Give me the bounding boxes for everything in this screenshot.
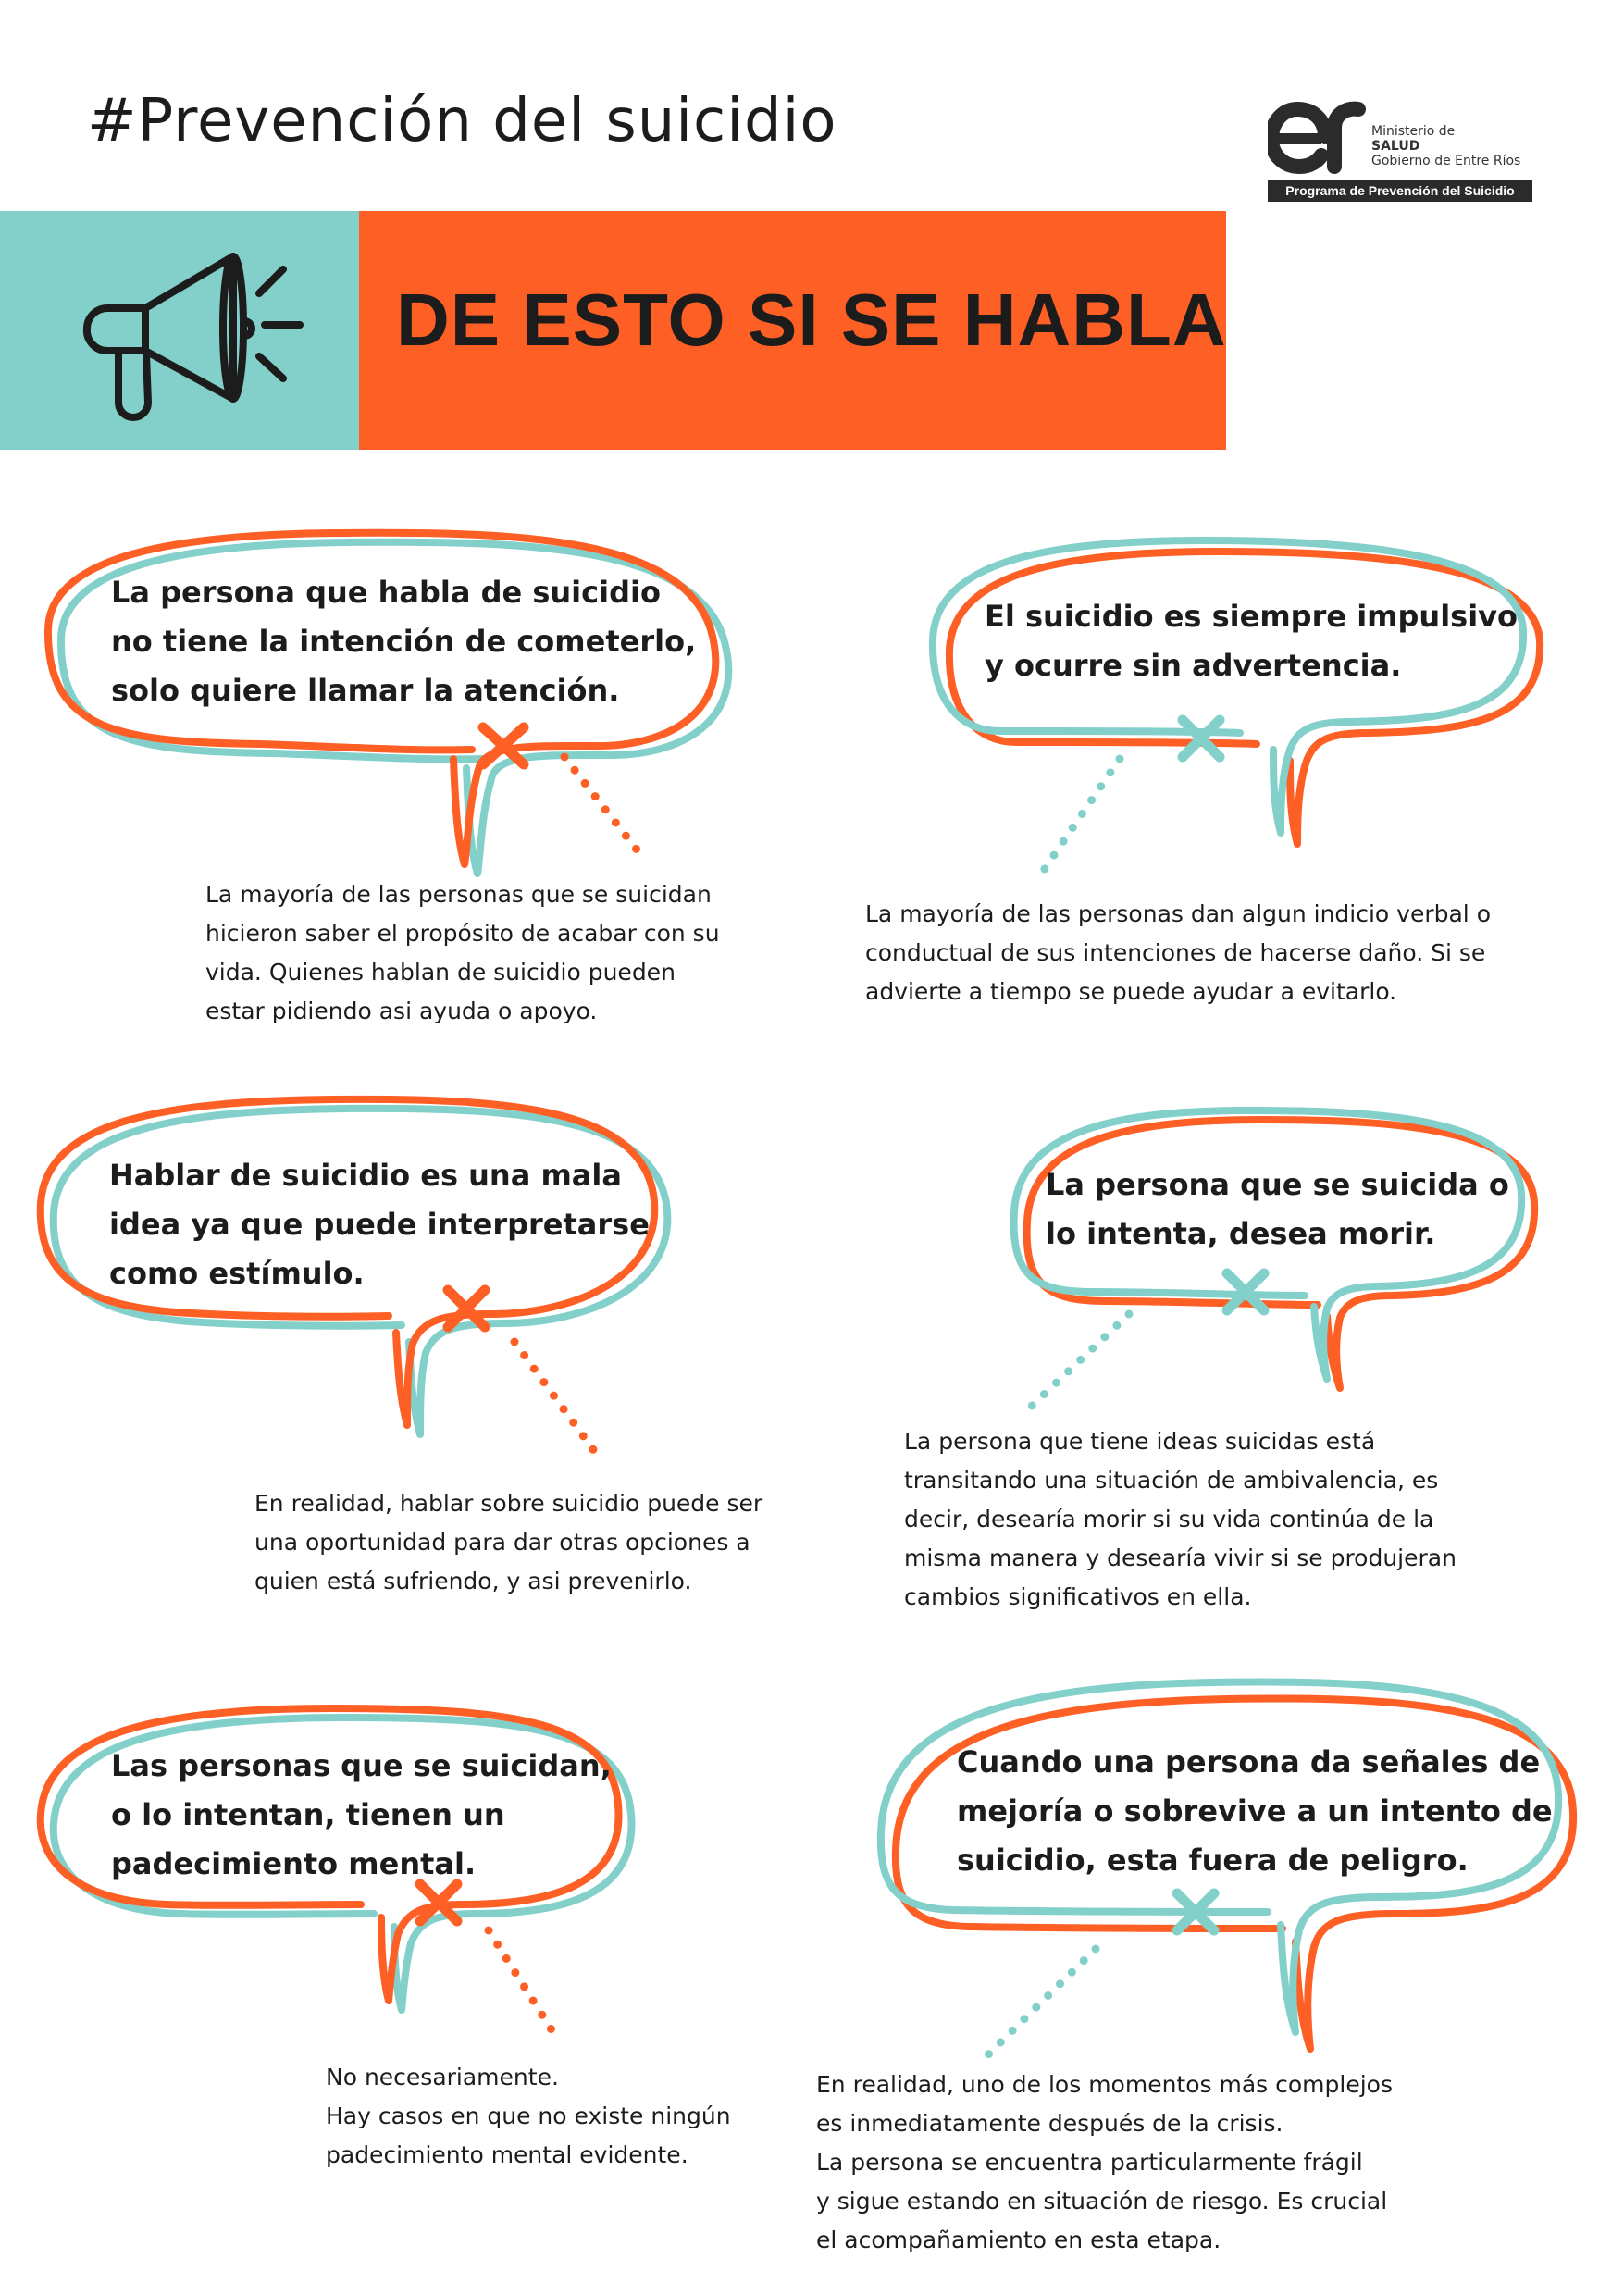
page-hashtag-title: #Prevención del suicidio bbox=[87, 87, 837, 155]
fact-5-line-2: Hay casos en que no existe ningún bbox=[326, 2103, 731, 2129]
fact-3-line-3: quien está sufriendo, y asi prevenirlo. bbox=[254, 1568, 692, 1594]
fact-text-6 bbox=[816, 2066, 1393, 2260]
myth-1-line-3: solo quiere llamar la atención. bbox=[111, 673, 620, 708]
myth-5-line-3: padecimiento mental. bbox=[111, 1846, 477, 1881]
dotted-pointer-3 bbox=[514, 1342, 600, 1458]
fact-4-line-5: cambios significativos en ella. bbox=[904, 1583, 1252, 1610]
myth-text-1 bbox=[111, 568, 696, 715]
fact-2-line-2: conductual de sus intenciones de hacerse daño. Si se bbox=[865, 939, 1486, 966]
myth-text-5 bbox=[111, 1742, 612, 1889]
bubble-4 bbox=[1014, 1110, 1535, 1408]
fact-text-3 bbox=[254, 1484, 762, 1601]
fact-1-line-1: La mayoría de las personas que se suicidan bbox=[205, 881, 712, 908]
logo-line-ministerio: Ministerio de bbox=[1371, 124, 1456, 139]
myth-3-line-2: idea ya que puede interpretarse bbox=[109, 1207, 650, 1242]
fact-text-4 bbox=[904, 1422, 1457, 1617]
banner-title: DE ESTO SI SE HABLA bbox=[396, 279, 1227, 361]
cross-icon-2 bbox=[1183, 720, 1220, 757]
fact-4-line-2: transitando una situación de ambivalencia, es bbox=[904, 1467, 1439, 1494]
fact-1-line-2: hicieron saber el propósito de acabar con su bbox=[205, 920, 720, 947]
myth-4-line-2: lo intenta, desea morir. bbox=[1046, 1216, 1436, 1251]
fact-6-line-5: el acompañamiento en esta etapa. bbox=[816, 2227, 1221, 2253]
logo-line-gobierno: Gobierno de Entre Ríos bbox=[1371, 154, 1521, 168]
myth-5-line-1: Las personas que se suicidan, bbox=[111, 1748, 612, 1783]
myth-text-6 bbox=[957, 1738, 1553, 1885]
dotted-pointer-4 bbox=[1029, 1314, 1129, 1408]
fact-3-line-2: una oportunidad para dar otras opciones a bbox=[254, 1529, 750, 1556]
logo-program-label: Programa de Prevención del Suicidio bbox=[1268, 180, 1532, 202]
fact-5-line-1: No necesariamente. bbox=[326, 2064, 559, 2090]
fact-2-line-3: advierte a tiempo se puede ayudar a evitarlo. bbox=[865, 978, 1397, 1005]
fact-1-line-3: vida. Quienes hablan de suicidio pueden bbox=[205, 959, 676, 986]
fact-text-2 bbox=[865, 895, 1491, 1011]
myth-3-line-3: como estímulo. bbox=[109, 1256, 365, 1291]
fact-2-line-1: La mayoría de las personas dan algun indicio verbal o bbox=[865, 900, 1491, 927]
myth-2-line-1: El suicidio es siempre impulsivo bbox=[985, 599, 1519, 634]
fact-1-line-4: estar pidiendo asi ayuda o apoyo. bbox=[205, 998, 598, 1024]
myth-5-line-2: o lo intentan, tienen un bbox=[111, 1797, 505, 1832]
fact-4-line-1: La persona que tiene ideas suicidas está bbox=[904, 1428, 1376, 1455]
myth-4-line-1: La persona que se suicida o bbox=[1046, 1167, 1509, 1202]
myth-1-line-2: no tiene la intención de cometerlo, bbox=[111, 624, 697, 659]
fact-6-line-4: y sigue estando en situación de riesgo. Es crucial bbox=[816, 2188, 1388, 2214]
fact-5-line-3: padecimiento mental evidente. bbox=[326, 2141, 688, 2168]
myth-3-line-1: Hablar de suicidio es una mala bbox=[109, 1158, 622, 1193]
logo-line-salud: SALUD bbox=[1371, 139, 1420, 154]
myth-text-4 bbox=[1046, 1160, 1509, 1259]
myth-6-line-2: mejoría o sobrevive a un intento de bbox=[957, 1793, 1553, 1829]
dotted-pointer-2 bbox=[1040, 759, 1120, 875]
fact-text-5 bbox=[326, 2058, 731, 2175]
myth-6-line-1: Cuando una persona da señales de bbox=[957, 1744, 1541, 1780]
fact-4-line-4: misma manera y desearía vivir si se produjeran bbox=[904, 1544, 1457, 1571]
dotted-pointer-5 bbox=[489, 1930, 559, 2041]
myth-text-3 bbox=[109, 1151, 650, 1298]
fact-4-line-3: decir, desearía morir si su vida continúa de la bbox=[904, 1506, 1434, 1532]
fact-6-line-3: La persona se encuentra particularmente frágil bbox=[816, 2149, 1363, 2176]
bubble-2 bbox=[933, 540, 1540, 875]
myth-1-line-1: La persona que habla de suicidio bbox=[111, 575, 661, 610]
dotted-pointer-6 bbox=[986, 1949, 1096, 2056]
myth-2-line-2: y ocurre sin advertencia. bbox=[985, 648, 1402, 683]
dotted-pointer-1 bbox=[564, 757, 637, 850]
fact-text-1 bbox=[205, 875, 720, 1031]
fact-6-line-1: En realidad, uno de los momentos más complejos bbox=[816, 2071, 1393, 2098]
myth-6-line-3: suicidio, esta fuera de peligro. bbox=[957, 1842, 1469, 1878]
myth-text-2 bbox=[985, 592, 1518, 690]
fact-3-line-1: En realidad, hablar sobre suicidio puede ser bbox=[254, 1490, 763, 1517]
fact-6-line-2: es inmediatamente después de la crisis. bbox=[816, 2110, 1283, 2137]
